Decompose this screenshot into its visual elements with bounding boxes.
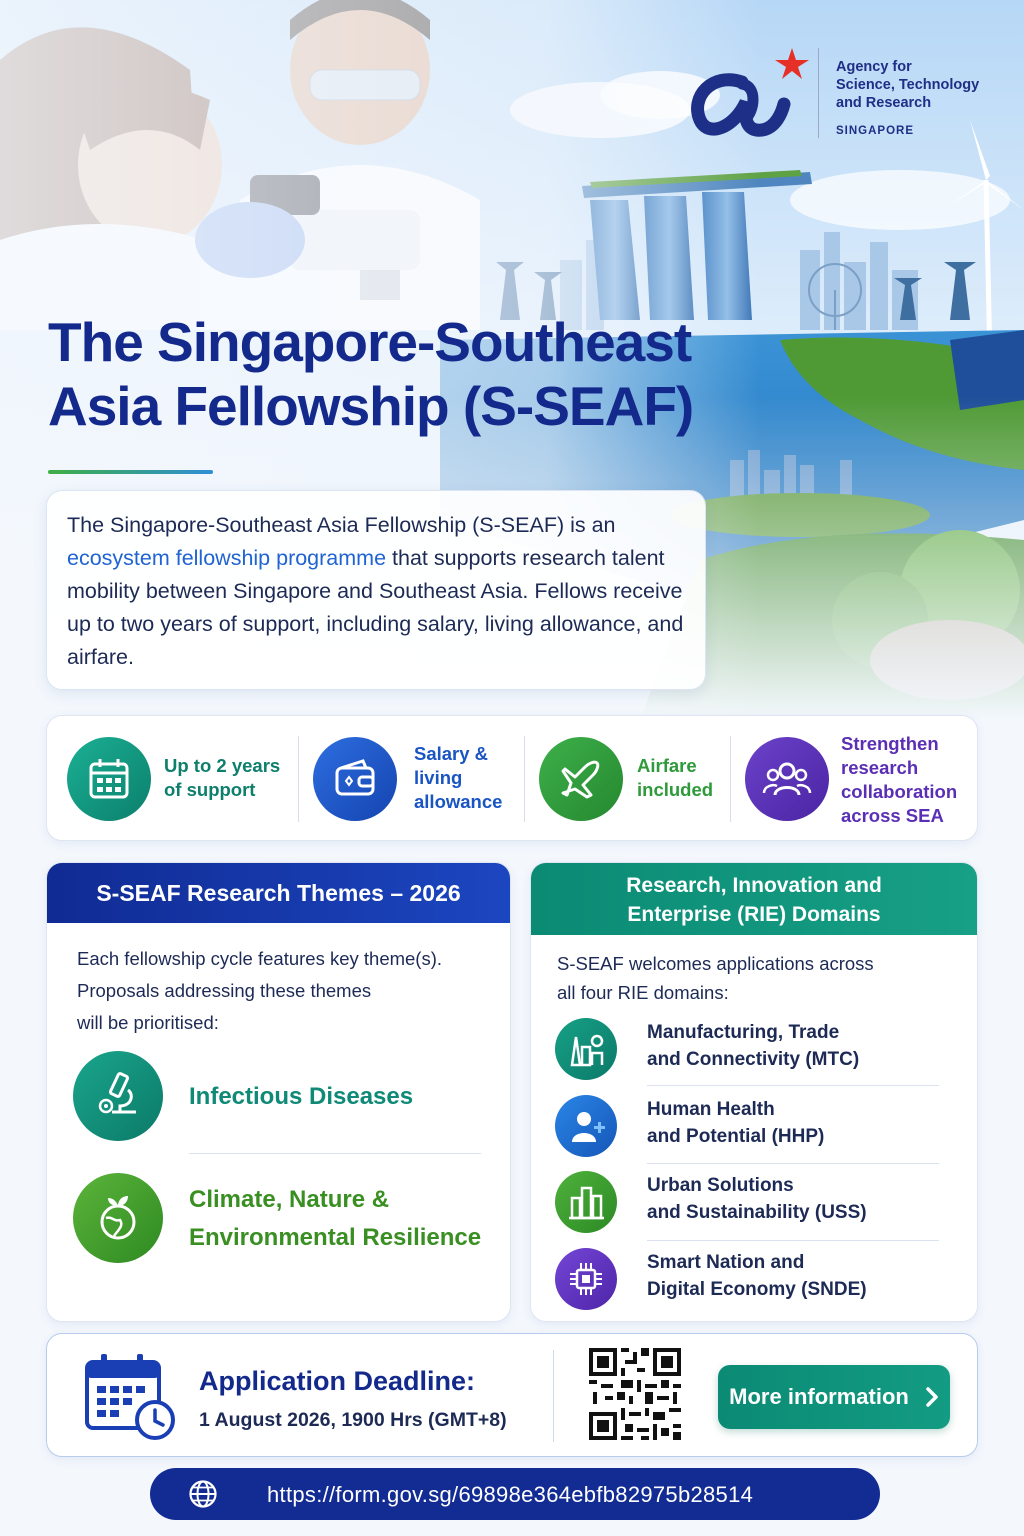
feature-support-duration <box>47 716 297 842</box>
feature-label: Salary & living allowance <box>414 743 503 812</box>
chevron-right-icon <box>925 1386 939 1408</box>
qr-code[interactable] <box>585 1344 685 1444</box>
agency-name-line: and Research <box>836 95 932 111</box>
feature-label: Airfare included <box>637 755 714 800</box>
buildings-icon <box>555 1171 617 1233</box>
feature-strip <box>46 715 978 841</box>
application-url-link[interactable] <box>150 1468 880 1520</box>
theme-label: Climate, Nature & Environmental Resilience <box>189 1186 482 1251</box>
deadline-divider <box>553 1350 554 1442</box>
globe-icon <box>188 1479 218 1509</box>
feature-salary <box>299 716 523 842</box>
domain-snde <box>553 1245 963 1313</box>
domain-label: Smart Nation and Digital Economy (SNDE) <box>647 1252 867 1300</box>
factory-gear-icon <box>555 1018 617 1080</box>
astar-logo <box>672 40 1002 150</box>
intro-highlight-link[interactable]: ecosystem fellowship programme <box>67 546 387 570</box>
feature-label: Strengthen research collaboration across SEA <box>841 733 958 826</box>
theme-label: Infectious Diseases <box>189 1083 414 1110</box>
domain-divider <box>647 1163 939 1164</box>
research-themes-intro: Each fellowship cycle features key theme(s). Proposals addressing these themes will be prioritised: <box>77 948 443 1033</box>
calendar-icon <box>67 737 151 821</box>
more-information-button[interactable] <box>718 1365 950 1429</box>
rie-domains-heading: Research, Innovation and Enterprise (RIE) Domains <box>531 863 977 935</box>
theme-divider <box>189 1153 481 1154</box>
microscope-icon <box>73 1051 163 1141</box>
page-title-line: The Singapore-Southeast <box>48 311 692 373</box>
people-icon <box>745 737 829 821</box>
theme-climate-nature <box>73 1173 493 1265</box>
title-underline <box>48 470 213 474</box>
domain-uss <box>553 1168 963 1236</box>
intro-text: that supports research talent mobility between Singapore and Southeast Asia. Fellows receive up to two years of support, including salary, living allowance, and airfare. <box>67 546 684 669</box>
feature-airfare <box>525 716 729 842</box>
agency-name-line: Agency for <box>836 59 912 75</box>
domain-label: Urban Solutions and Sustainability (USS) <box>647 1175 867 1223</box>
wallet-icon <box>313 737 397 821</box>
domain-label: Manufacturing, Trade and Connectivity (MTC) <box>647 1022 860 1070</box>
domain-divider <box>647 1085 939 1086</box>
intro-card <box>46 490 706 690</box>
agency-name <box>836 58 1006 112</box>
page-title-line: Asia Fellowship (S-SEAF) <box>48 375 694 437</box>
rie-domains-intro: S-SEAF welcomes applications across all four RIE domains: <box>557 953 874 1003</box>
application-url-text: https://form.gov.sg/69898e364ebfb82975b28514 <box>267 1482 754 1507</box>
more-information-label: More information <box>729 1384 909 1409</box>
feature-collaboration <box>731 716 979 842</box>
hero-banner <box>0 0 1024 720</box>
logo-divider <box>818 48 819 138</box>
deadline-date: 1 August 2026, 1900 Hrs (GMT+8) <box>199 1409 507 1431</box>
airplane-icon <box>539 737 623 821</box>
deadline-bar <box>46 1333 978 1457</box>
domain-mtc <box>553 1015 963 1083</box>
globe-leaf-icon <box>73 1173 163 1263</box>
rie-domains-panel <box>530 862 978 1322</box>
page-title <box>48 310 788 438</box>
research-themes-heading: S-SEAF Research Themes – 2026 <box>47 863 510 923</box>
person-health-icon <box>555 1095 617 1157</box>
theme-infectious-diseases <box>73 1051 493 1143</box>
calendar-clock-icon <box>83 1350 183 1442</box>
astar-logo-mark-icon <box>672 42 812 142</box>
deadline-title: Application Deadline: <box>199 1366 476 1396</box>
intro-text: The Singapore-Southeast Asia Fellowship (S-SEAF) is an <box>67 513 616 537</box>
agency-name-line: Science, Technology <box>836 77 980 93</box>
domain-label: Human Health and Potential (HHP) <box>647 1099 825 1147</box>
agency-country: SINGAPORE <box>836 125 915 137</box>
research-themes-panel <box>46 862 511 1322</box>
feature-label: Up to 2 years of support <box>164 755 281 800</box>
chip-icon <box>555 1248 617 1310</box>
domain-hhp <box>553 1092 963 1160</box>
domain-divider <box>647 1240 939 1241</box>
